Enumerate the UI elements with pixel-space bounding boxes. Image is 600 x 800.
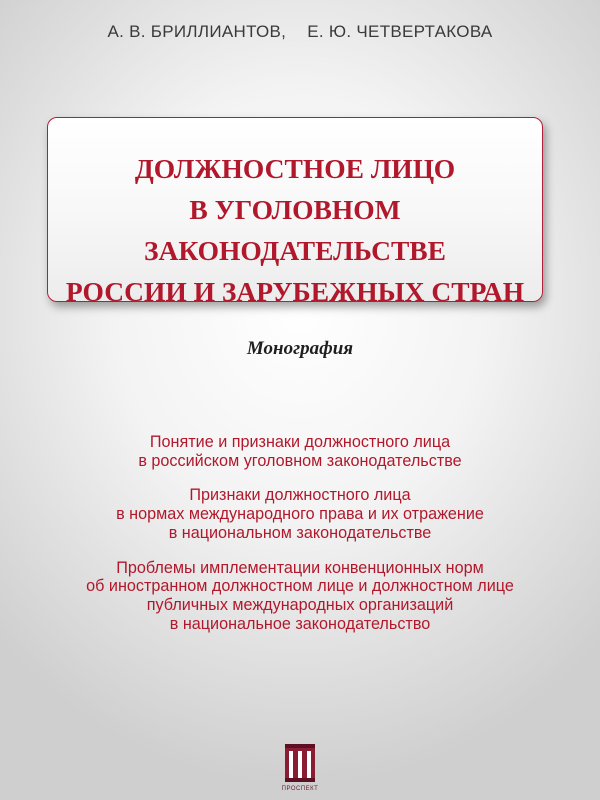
topic-line: в национальное законодательство: [169, 614, 431, 633]
topic-line: об иностранном должностном лице и должностном лице: [86, 577, 514, 596]
topic-2: [0, 486, 600, 542]
author-1: А. В. БРИЛЛИАНТОВ,: [107, 22, 287, 41]
title-line-2: В УГОЛОВНОМ ЗАКОНОДАТЕЛЬСТВЕ: [144, 194, 446, 266]
title-box: [47, 117, 543, 307]
topic-line: в нормах международного права и их отражение: [116, 505, 484, 524]
topic-line: Признаки должностного лица: [189, 486, 411, 505]
book-title: [48, 148, 542, 312]
authors-line: [0, 22, 600, 42]
topic-line: Проблемы имплементации конвенционных норм: [116, 558, 484, 577]
topic-line: в российском уголовном законодательстве: [138, 451, 462, 470]
publisher-name: ПРОСПЕКТ: [281, 786, 319, 792]
title-line-1: ДОЛЖНОСТНОЕ ЛИЦО: [134, 153, 456, 184]
topics-list: [0, 433, 600, 649]
topic-3: [0, 559, 600, 634]
topic-line: Понятие и признаки должностного лица: [149, 433, 451, 451]
title-line-3: РОССИИ И ЗАРУБЕЖНЫХ СТРАН: [65, 276, 525, 307]
book-subtitle: Монография: [246, 338, 354, 359]
prospekt-columns-logo-icon: [271, 742, 329, 786]
author-2: Е. Ю. ЧЕТВЕРТАКОВА: [307, 22, 493, 41]
topic-line: в национальном законодательстве: [168, 523, 432, 542]
topic-1: [0, 433, 600, 470]
topic-line: публичных международных организаций: [146, 595, 454, 614]
